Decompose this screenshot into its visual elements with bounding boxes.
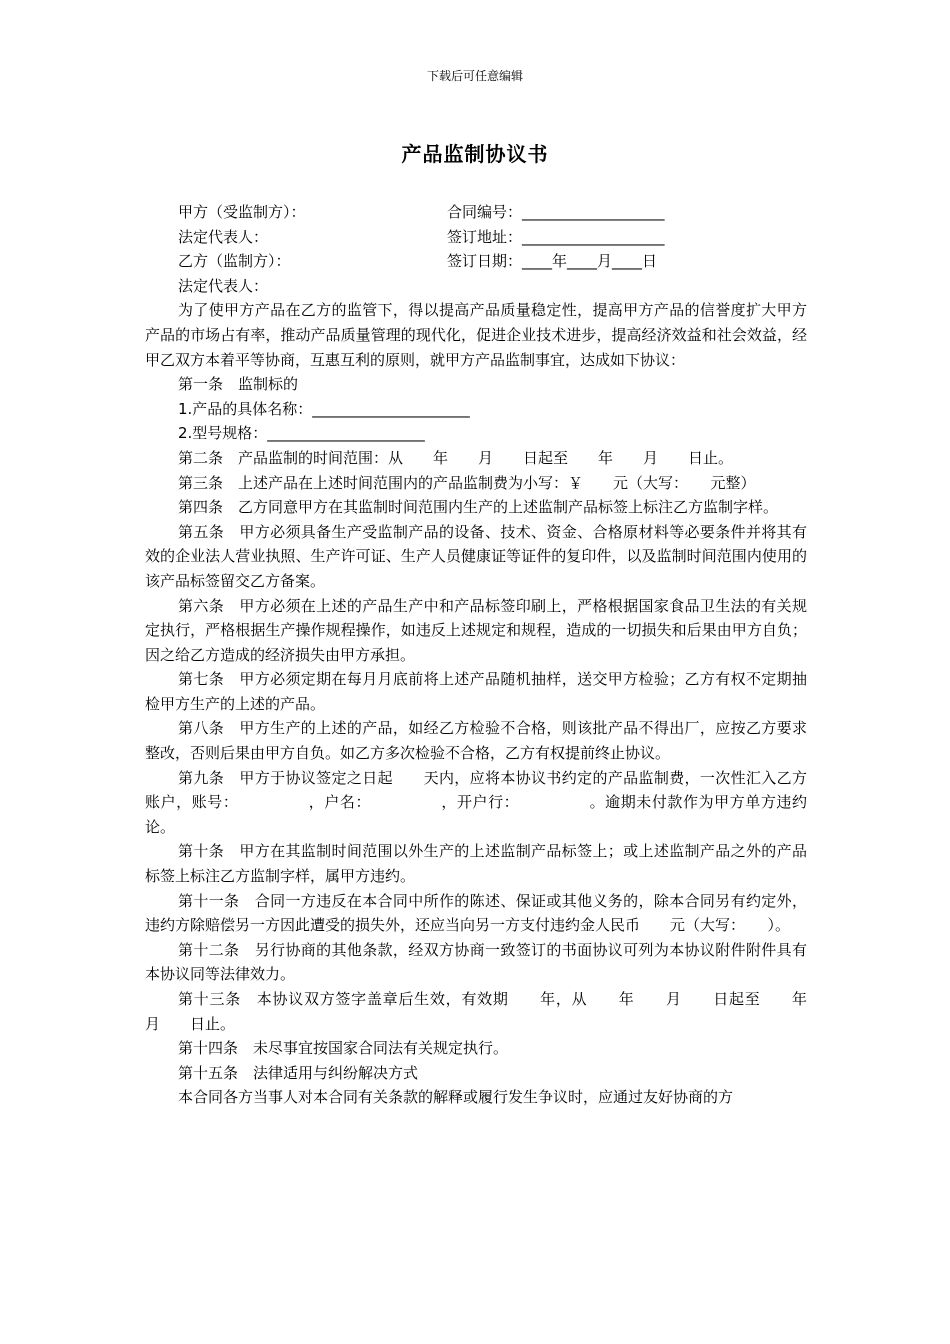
legal-rep-a-label: 法定代表人： (178, 227, 269, 246)
article-8: 第八条 甲方生产的上述的产品，如经乙方检验不合格，则该批产品不得出厂，应按乙方要求整改，否则后果由甲方自负。如乙方多次检验不合格，乙方有权提前终止协议。 (145, 719, 807, 763)
sign-place-field: 签订地址：___________________ (447, 227, 665, 246)
article-6: 第六条 甲方必须在上述的产品生产中和产品标签印刷上，严格根据国家食品卫生法的有关规定执行，严格根据生产操作规程操作，如违反上述规定和规程，造成的一切损失和后果由甲方自负；因之给乙方造成的经济损失由甲方承担。 (145, 596, 807, 664)
article-14: 第十四条 未尽事宜按国家合同法有关规定执行。 (178, 1039, 509, 1058)
legal-rep-b-label: 法定代表人： (178, 276, 269, 295)
article-13: 第十三条 本协议双方签字盖章后生效，有效期 年，从 年 月 日起至 年 月 日止。 (145, 990, 838, 1033)
article-3: 第三条 上述产品在上述时间范围内的产品监制费为小写：￥ 元（大写： 元整） (178, 473, 756, 492)
party-row-4 (145, 274, 807, 299)
article-4: 第四条 乙方同意甲方在其监制时间范围内生产的上述监制产品标签上标注乙方监制字样。 (178, 498, 779, 517)
article-12: 第十二条 另行协商的其他条款，经双方协商一致签订的书面协议可列为本协议附件附件具有本协议同等法律效力。 (145, 940, 807, 984)
article-7: 第七条 甲方必须定期在每月月底前将上述产品随机抽样，送交甲方检验；乙方有权不定期抽检甲方生产的上述的产品。 (145, 670, 807, 713)
article-1: 第一条 监制标的 (178, 375, 299, 394)
article-9: 第九条 甲方于协议签定之日起 天内，应将本协议书约定的产品监制费，一次性汇入乙方账户，账号： ，户名： ，开户行： 。逾期未付款作为甲方单方违约论。 (145, 768, 807, 836)
contract-number-field: 合同编号：___________________ (447, 203, 665, 221)
party-row-1 (145, 200, 807, 225)
article-1-item-1: 1.产品的具体名称：_____________________ (178, 399, 470, 418)
article-1-item-2: 2.型号规格：_____________________ (178, 424, 425, 443)
article-11: 第十一条 合同一方违反在本合同中所作的陈述、保证或其他义务的，除本合同另有约定外，违约方除赔偿另一方因此遭受的损失外，还应当向另一方支付违约金人民币 元（大写： ）。 (145, 891, 807, 935)
article-5: 第五条 甲方必须具备生产受监制产品的设备、技术、资金、合格原材料等必要条件并将其有效的企业法人营业执照、生产许可证、生产人员健康证等证件的复印件，以及监制时间范围内使用的该产品标签留交乙方备案。 (145, 522, 807, 590)
party-a-label: 甲方（受监制方）： (178, 203, 306, 221)
header-note: 下载后可任意编辑 (426, 69, 523, 83)
article-15-text: 本合同各方当事人对本合同有关条款的解释或履行发生争议时，应通过友好协商的方 (178, 1088, 734, 1107)
article-15: 第十五条 法律适用与纠纷解决方式 (178, 1063, 419, 1082)
intro-paragraph: 为了使甲方产品在乙方的监管下，得以提高产品质量稳定性，提高甲方产品的信誉度扩大甲方产品的市场占有率，推动产品质量管理的现代化，促进企业技术进步，提高经济效益和社会效益，经甲乙双方本着平等协商，互惠互利的原则，就甲方产品监制事宜，达成如下协议： (145, 301, 807, 369)
document-title: 产品监制协议书 (401, 142, 549, 166)
party-b-label: 乙方（监制方）： (178, 252, 291, 271)
article-2: 第二条 产品监制的时间范围：从 年 月 日起至 年 月 日止。 (178, 448, 734, 467)
party-row-3 (145, 249, 807, 274)
sign-date-field: 签订日期：____年____月____日 (447, 252, 658, 271)
document-body (145, 200, 838, 1110)
article-10: 第十条 甲方在其监制时间范围以外生产的上述监制产品标签上；或上述监制产品之外的产品标签上标注乙方监制字样，属甲方违约。 (145, 842, 807, 886)
party-row-2 (145, 225, 807, 250)
